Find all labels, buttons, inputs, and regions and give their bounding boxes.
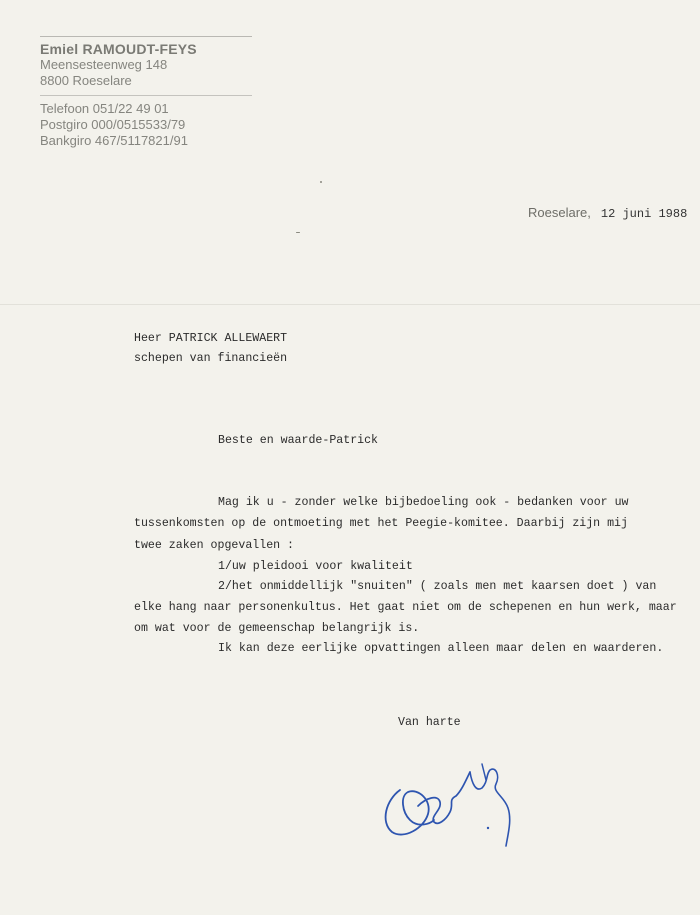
body-line: 1/uw pleidooi voor kwaliteit — [218, 560, 413, 573]
date-line — [528, 204, 687, 222]
body-line: Mag ik u - zonder welke bijbedoeling ook - bedanken voor uw — [218, 496, 629, 509]
sender-postgiro: Postgiro 000/0515533/79 — [40, 117, 186, 132]
body-line: om wat voor de gemeenschap belangrijk is. — [134, 622, 420, 635]
sender-phone: Telefoon 051/22 49 01 — [40, 101, 169, 116]
recipient-title: schepen van financieën — [134, 352, 288, 365]
recipient-name: Heer PATRICK ALLEWAERT — [134, 332, 288, 345]
paper-speck — [320, 181, 322, 183]
letterhead-top-rule — [40, 36, 252, 37]
closing: Van harte — [398, 716, 461, 729]
paper-fold-line — [0, 304, 700, 305]
sender-bankgiro: Bankgiro 467/5117821/91 — [40, 133, 188, 148]
salutation: Beste en waarde-Patrick — [218, 434, 379, 447]
sender-city: 8800 Roeselare — [40, 73, 132, 88]
letterhead — [40, 36, 252, 149]
date-city: Roeselare, — [528, 205, 591, 220]
date-value: 12 juni 1988 — [600, 207, 688, 221]
body-line: Ik kan deze eerlijke opvattingen alleen maar delen en waarderen. — [218, 642, 664, 655]
body-line: tussenkomsten op de ontmoeting met het Peegie-komitee. Daarbij zijn mij — [134, 517, 628, 530]
body-line: twee zaken opgevallen : — [134, 539, 295, 552]
handwritten-signature — [378, 762, 518, 857]
paper-speck — [296, 232, 300, 233]
body-line: elke hang naar personenkultus. Het gaat niet om de schepenen en hun werk, maar — [134, 601, 677, 614]
sender-street: Meensesteenweg 148 — [40, 57, 168, 72]
sender-name: Emiel RAMOUDT-FEYS — [40, 41, 197, 57]
letterhead-contact-block — [40, 95, 252, 149]
body-line: 2/het onmiddellijk "snuiten" ( zoals men met kaarsen doet ) van — [218, 580, 657, 593]
